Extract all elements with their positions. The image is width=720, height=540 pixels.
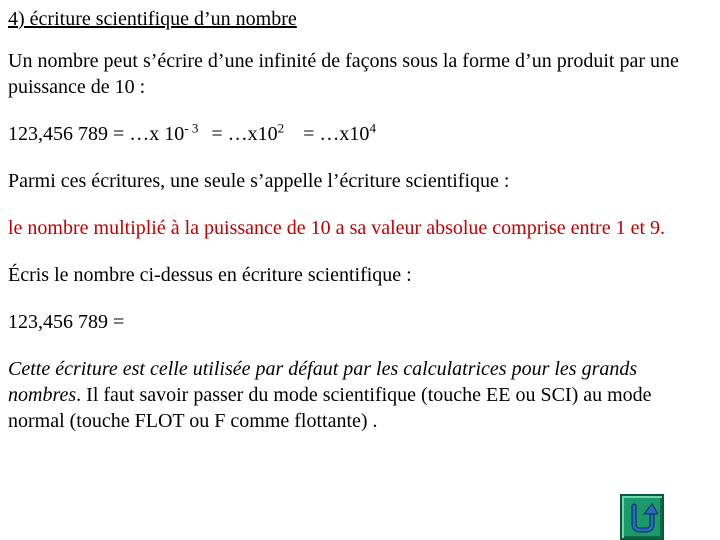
note-normal: . Il faut savoir passer du mode scientifique (touche EE ou SCI) au mode normal (touche FLOT ou F comme flottante) .: [8, 384, 652, 432]
equation-part-2: = …x10: [211, 123, 278, 145]
return-button[interactable]: [620, 494, 664, 540]
answer-line: 123,456 789 =: [8, 311, 125, 333]
exponent-1: - 3: [184, 120, 199, 136]
slide-content: [8, 6, 708, 455]
definition-text: le nombre multiplié à la puissance de 10 a sa valeur absolue comprise entre 1 et 9.: [8, 217, 666, 239]
instruction-text: Écris le nombre ci-dessus en écriture scientifique :: [8, 264, 412, 286]
note-italic: Cette écriture est celle utilisée par défaut par les calculatrices pour les grands nombres: [8, 358, 638, 406]
among-text: Parmi ces écritures, une seule s’appelle l’écriture scientifique :: [8, 170, 510, 192]
equation-part-1: = …x 10: [113, 123, 185, 145]
intro-text: Un nombre peut s’écrire d’une infinité de façons sous la forme d’un produit par une puissance de 10 :: [8, 50, 679, 98]
section-title: 4) écriture scientifique d’un nombre: [8, 8, 297, 30]
return-arrow-icon: [628, 502, 658, 534]
exponent-2: 2: [277, 120, 285, 136]
example-number: 123,456 789: [8, 123, 108, 145]
equation-part-3: = …x10: [303, 123, 370, 145]
calculator-note: [8, 356, 708, 434]
exponent-3: 4: [369, 120, 376, 136]
example-equation: [8, 121, 708, 147]
